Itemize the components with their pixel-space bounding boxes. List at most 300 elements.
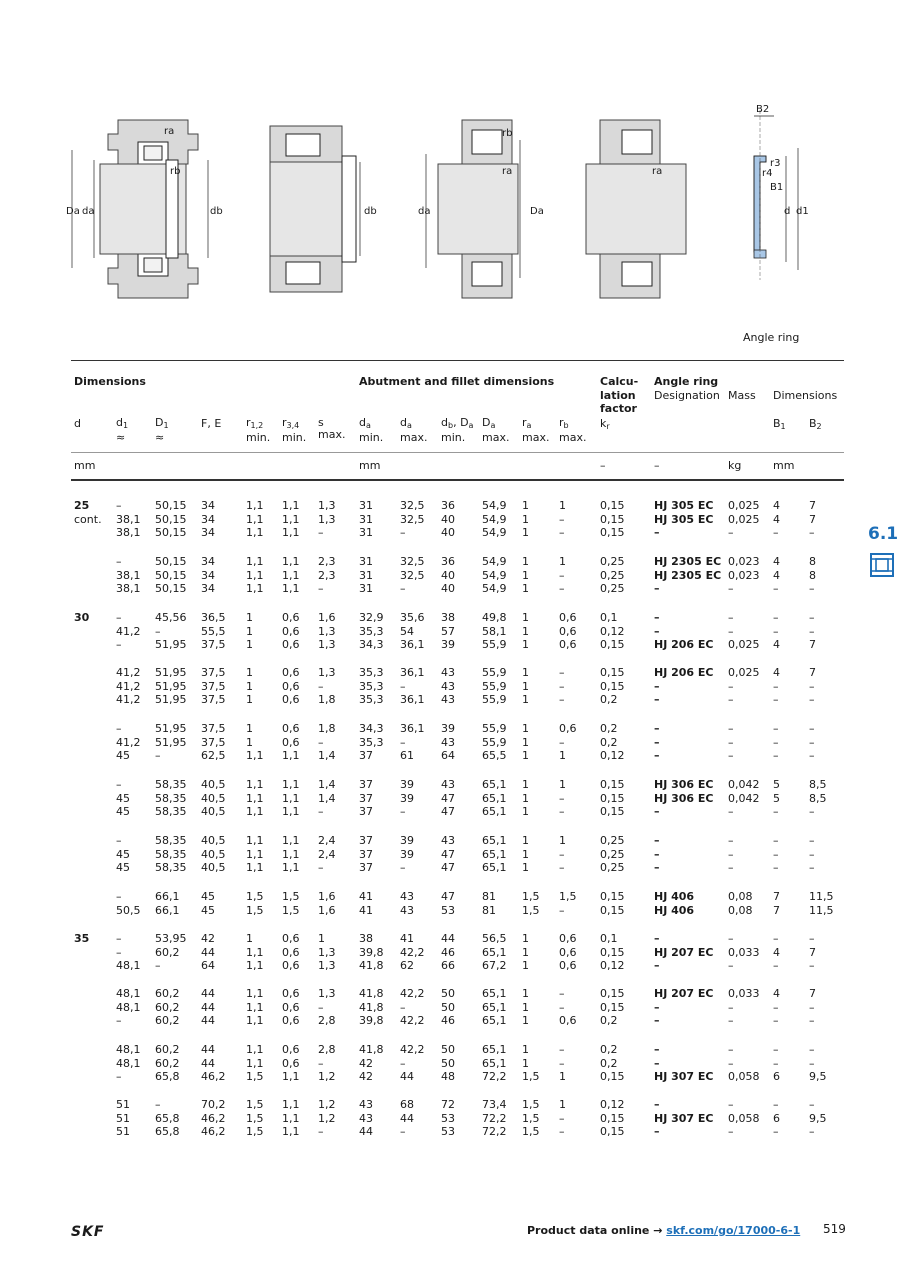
header-dimensions-2: Dimensions: [773, 389, 838, 402]
label-db: db: [210, 206, 223, 217]
table-cell: –: [728, 1125, 734, 1139]
table-cell: 1: [246, 722, 253, 735]
table-cell: 0,15: [600, 512, 625, 526]
table-cell: HJ 306 EC: [654, 791, 714, 805]
table-cell: –: [559, 582, 565, 596]
table-cell: 41,2: [116, 735, 141, 749]
table-cell: 4: [773, 666, 780, 679]
header-angle-ring: Angle ring: [654, 375, 719, 388]
table-cell: 1,5: [282, 890, 300, 903]
table-cell: 6: [773, 1070, 780, 1084]
table-cell: 7: [773, 903, 780, 917]
table-cell: 43: [359, 1111, 373, 1125]
table-cell: –: [400, 1056, 406, 1070]
table-cell: 37,5: [201, 679, 226, 693]
table-cell: 35,3: [359, 679, 384, 693]
table-cell: 6: [773, 1111, 780, 1125]
table-cell: 42,2: [400, 1043, 425, 1056]
table-cell: 67,2: [482, 959, 507, 973]
table-cell: 1,5: [559, 890, 577, 903]
label-B1: B1: [770, 182, 784, 193]
table-cell: 50,15: [155, 555, 187, 568]
table-cell: 55,9: [482, 735, 507, 749]
table-cell: 7: [773, 890, 780, 903]
table-cell: –: [728, 735, 734, 749]
table-cell: 57: [441, 624, 455, 638]
col-FE: F, E: [201, 417, 222, 430]
table-cell: –: [728, 861, 734, 875]
unit-mm-3: mm: [773, 459, 795, 472]
page-number: 519: [823, 1222, 846, 1236]
table-cell: 31: [359, 499, 373, 512]
table-cell: 40,5: [201, 791, 226, 805]
table-cell: 0,6: [282, 1014, 300, 1028]
table-cell: 5: [773, 778, 780, 791]
table-cell: 1,3: [318, 987, 336, 1000]
table-cell: 0,15: [600, 791, 625, 805]
table-cell: 43: [359, 1098, 373, 1111]
table-cell: 0,12: [600, 1098, 625, 1111]
table-cell: 0,15: [600, 805, 625, 819]
table-cell: –: [155, 624, 161, 638]
table-cell: 65,1: [482, 834, 507, 847]
table-cell: 1,1: [282, 1111, 300, 1125]
table-cell: –: [318, 805, 324, 819]
table-cell: 54,9: [482, 526, 507, 540]
table-cell: 1,1: [246, 945, 264, 959]
table-cell: –: [809, 722, 815, 735]
label-d: d: [784, 206, 791, 217]
table-cell: –: [809, 1000, 815, 1014]
table-cell: 54: [400, 624, 414, 638]
table-cell: 1,1: [246, 791, 264, 805]
table-cell: 43: [400, 890, 414, 903]
table-cell: 0,033: [728, 945, 760, 959]
table-cell: 0,058: [728, 1111, 760, 1125]
table-cell: 0,6: [282, 624, 300, 638]
table-cell: 1: [522, 749, 529, 763]
table-cell: 1,4: [318, 791, 336, 805]
table-cell: –: [559, 735, 565, 749]
table-cell: 42,2: [400, 1014, 425, 1028]
table-cell: 0,025: [728, 499, 760, 512]
table-cell: –: [318, 526, 324, 540]
table-cell: –: [728, 611, 734, 624]
table-cell: –: [773, 1000, 779, 1014]
table-cell: –: [809, 582, 815, 596]
table-cell: 60,2: [155, 945, 180, 959]
table-cell: –: [559, 805, 565, 819]
table-cell: 0,2: [600, 1056, 618, 1070]
table-cell: –: [654, 1125, 660, 1139]
table-cell: 1: [246, 693, 253, 707]
table-cell: –: [728, 1000, 734, 1014]
table-cell: 2,8: [318, 1014, 336, 1028]
table-cell: 47: [441, 791, 455, 805]
table-cell: 36,1: [400, 722, 425, 735]
table-cell: –: [773, 1125, 779, 1139]
group-d-value: 25: [74, 499, 90, 512]
table-cell: 0,15: [600, 987, 625, 1000]
table-cell: 37: [359, 778, 373, 791]
table-cell: 0,15: [600, 890, 625, 903]
table-cell: 51: [116, 1125, 130, 1139]
table-cell: 0,6: [282, 945, 300, 959]
table-cell: 36: [441, 499, 455, 512]
table-cell: 0,058: [728, 1070, 760, 1084]
table-cell: –: [654, 1043, 660, 1056]
table-cell: –: [809, 611, 815, 624]
table-cell: 7: [809, 666, 816, 679]
table-cell: –: [654, 847, 660, 861]
table-cell: 65,1: [482, 861, 507, 875]
table-cell: –: [809, 735, 815, 749]
header-bottom-rule: [71, 479, 844, 481]
table-cell: 1: [559, 499, 566, 512]
unit-mm-2: mm: [359, 459, 381, 472]
table-cell: 39: [400, 834, 414, 847]
table-cell: 7: [809, 638, 816, 652]
table-cell: 0,08: [728, 890, 753, 903]
table-cell: 2,3: [318, 568, 336, 582]
table-cell: 1: [559, 1098, 566, 1111]
table-cell: –: [654, 749, 660, 763]
label-da: da: [82, 206, 95, 217]
product-data-online: [527, 1224, 800, 1237]
table-cell: 54,9: [482, 555, 507, 568]
table-cell: 1,1: [282, 1125, 300, 1139]
table-cell: 1,1: [246, 778, 264, 791]
table-cell: 1,5: [246, 1070, 264, 1084]
table-cell: 1,5: [522, 1070, 540, 1084]
col-Da-max: $D_a$ max.: [482, 416, 510, 444]
table-cell: 45: [201, 890, 215, 903]
table-cell: 0,6: [282, 932, 300, 945]
table-cell: –: [559, 1043, 565, 1056]
table-cell: 60,2: [155, 1000, 180, 1014]
table-cell: 1,1: [246, 1056, 264, 1070]
table-cell: 58,1: [482, 624, 507, 638]
table-cell: 45,56: [155, 611, 187, 624]
table-cell: –: [559, 666, 565, 679]
table-cell: HJ 406: [654, 903, 695, 917]
table-cell: 1: [522, 722, 529, 735]
table-cell: 47: [441, 847, 455, 861]
product-data-link[interactable]: skf.com/go/17000-6-1: [666, 1224, 801, 1237]
table-cell: HJ 305 EC: [654, 499, 714, 512]
table-cell: 32,5: [400, 568, 425, 582]
table-cell: 41,8: [359, 987, 384, 1000]
table-cell: 0,6: [559, 722, 577, 735]
table-cell: 1: [246, 666, 253, 679]
table-cell: 44: [201, 1043, 215, 1056]
table-cell: 36,1: [400, 666, 425, 679]
table-cell: 1: [559, 555, 566, 568]
table-cell: –: [654, 611, 660, 624]
table-cell: 1: [522, 624, 529, 638]
table-cell: –: [728, 582, 734, 596]
table-cell: 1: [559, 778, 566, 791]
col-da-max: $d_a$ max.: [400, 416, 428, 444]
table-cell: 0,6: [559, 945, 577, 959]
table-cell: 53,95: [155, 932, 187, 945]
table-cell: 65,1: [482, 847, 507, 861]
table-cell: –: [654, 932, 660, 945]
table-cell: 1: [522, 945, 529, 959]
table-cell: 37,5: [201, 666, 226, 679]
table-cell: 0,25: [600, 861, 625, 875]
table-cell: –: [559, 1056, 565, 1070]
table-cell: 0,15: [600, 945, 625, 959]
table-cell: 4: [773, 568, 780, 582]
table-cell: –: [559, 526, 565, 540]
table-cell: 0,12: [600, 959, 625, 973]
table-cell: 40: [441, 582, 455, 596]
table-cell: 62,5: [201, 749, 226, 763]
table-cell: 39: [400, 778, 414, 791]
col-r12: $r_{1,2}$ min.: [246, 416, 271, 444]
table-cell: 37: [359, 847, 373, 861]
table-cell: –: [559, 987, 565, 1000]
table-cell: 47: [441, 890, 455, 903]
label-da-3: da: [418, 206, 431, 217]
unit-dash-1: –: [600, 459, 606, 472]
table-cell: 4: [773, 945, 780, 959]
table-cell: 1,1: [246, 526, 264, 540]
table-cell: 50,15: [155, 499, 187, 512]
table-cell: 1: [522, 1043, 529, 1056]
table-cell: 43: [441, 778, 455, 791]
table-cell: 1: [522, 778, 529, 791]
table-cell: 1,4: [318, 778, 336, 791]
table-cell: –: [728, 749, 734, 763]
table-cell: 1,1: [246, 555, 264, 568]
table-cell: 54,9: [482, 568, 507, 582]
table-cell: 1,1: [246, 847, 264, 861]
table-cell: 1,3: [318, 959, 336, 973]
table-cell: 46: [441, 1014, 455, 1028]
table-cell: –: [728, 1014, 734, 1028]
table-cell: –: [116, 611, 122, 624]
table-cell: 34: [201, 582, 215, 596]
table-cell: –: [559, 1111, 565, 1125]
table-cell: –: [809, 1043, 815, 1056]
table-cell: 50,15: [155, 526, 187, 540]
table-cell: 45: [116, 805, 130, 819]
table-cell: 41: [400, 932, 414, 945]
table-cell: 1,5: [522, 1098, 540, 1111]
label-ra: ra: [164, 126, 175, 137]
table-cell: 1: [522, 582, 529, 596]
col-da-min: $d_a$ min.: [359, 416, 384, 444]
table-cell: –: [400, 1125, 406, 1139]
col-ra: $r_a$ max.: [522, 416, 550, 444]
table-cell: –: [773, 693, 779, 707]
table-cell: 40,5: [201, 847, 226, 861]
bearing-drawings: [60, 100, 820, 305]
table-cell: 39: [400, 847, 414, 861]
table-cell: 1,1: [282, 512, 300, 526]
table-cell: –: [654, 1014, 660, 1028]
table-cell: 48,1: [116, 1000, 141, 1014]
table-cell: 51,95: [155, 735, 187, 749]
table-cell: 4: [773, 555, 780, 568]
table-cell: 1: [522, 638, 529, 652]
table-cell: 35,3: [359, 624, 384, 638]
table-cell: 11,5: [809, 890, 834, 903]
table-cell: 1,1: [282, 1070, 300, 1084]
table-cell: 1: [522, 805, 529, 819]
table-cell: 1,6: [318, 890, 336, 903]
table-cell: 38: [359, 932, 373, 945]
table-cell: 55,9: [482, 679, 507, 693]
table-cell: 1: [522, 611, 529, 624]
table-cell: 34,3: [359, 638, 384, 652]
table-cell: HJ 305 EC: [654, 512, 714, 526]
table-cell: 1,1: [282, 834, 300, 847]
table-cell: 40,5: [201, 861, 226, 875]
table-cell: 2,8: [318, 1043, 336, 1056]
table-cell: 1: [559, 834, 566, 847]
table-cell: –: [773, 526, 779, 540]
table-cell: 73,4: [482, 1098, 507, 1111]
col-r34: $r_{3,4}$ min.: [282, 416, 307, 444]
table-cell: HJ 307 EC: [654, 1070, 714, 1084]
table-cell: –: [773, 1098, 779, 1111]
table-cell: 36: [441, 555, 455, 568]
table-cell: 0,6: [282, 679, 300, 693]
table-cell: –: [728, 679, 734, 693]
table-cell: 36,1: [400, 638, 425, 652]
table-cell: –: [318, 1125, 324, 1139]
table-cell: –: [318, 582, 324, 596]
table-cell: 65,1: [482, 1000, 507, 1014]
figure-5-angle-ring: [754, 104, 809, 280]
table-cell: 53: [441, 903, 455, 917]
table-cell: 37,5: [201, 693, 226, 707]
table-cell: 44: [441, 932, 455, 945]
header-dimensions: Dimensions: [74, 375, 146, 388]
table-cell: 48: [441, 1070, 455, 1084]
table-cell: 1: [318, 932, 325, 945]
col-d1: $d_1$ ≈: [116, 416, 129, 444]
table-cell: 34: [201, 555, 215, 568]
table-cell: 0,2: [600, 722, 618, 735]
side-tab-number: 6.1: [868, 524, 899, 544]
table-cell: –: [773, 611, 779, 624]
table-cell: 48,1: [116, 987, 141, 1000]
table-cell: 35,3: [359, 666, 384, 679]
figure-2: [270, 126, 377, 292]
table-cell: –: [654, 1000, 660, 1014]
table-cell: 0,023: [728, 555, 760, 568]
table-cell: 32,5: [400, 499, 425, 512]
table-cell: 31: [359, 582, 373, 596]
table-cell: 0,25: [600, 555, 625, 568]
table-cell: –: [809, 805, 815, 819]
col-D1: $D_1$ ≈: [155, 416, 169, 444]
table-cell: –: [809, 1125, 815, 1139]
table-cell: –: [155, 749, 161, 763]
table-cell: 60,2: [155, 1014, 180, 1028]
table-cell: 1,1: [246, 499, 264, 512]
table-cell: –: [728, 722, 734, 735]
table-cell: 0,2: [600, 693, 618, 707]
table-cell: 72,2: [482, 1111, 507, 1125]
table-cell: 1: [246, 638, 253, 652]
units-rule: [71, 452, 844, 453]
col-s: s max.: [318, 416, 346, 441]
table-cell: 36,1: [400, 693, 425, 707]
table-cell: –: [654, 693, 660, 707]
table-cell: 0,15: [600, 638, 625, 652]
table-cell: 0,6: [282, 611, 300, 624]
table-cell: –: [559, 568, 565, 582]
label-ra-4: ra: [652, 166, 663, 177]
table-cell: –: [809, 959, 815, 973]
table-cell: 51,95: [155, 638, 187, 652]
table-cell: 1: [522, 932, 529, 945]
table-cell: 1: [522, 847, 529, 861]
table-cell: 72: [441, 1098, 455, 1111]
col-d: d: [74, 417, 81, 430]
label-rb: rb: [170, 166, 181, 177]
col-db-Da: $d_b$, $D_a$ min.: [441, 416, 474, 444]
label-B2: B2: [756, 104, 770, 115]
table-cell: 1,1: [246, 959, 264, 973]
table-cell: 53: [441, 1111, 455, 1125]
table-cell: 1: [522, 526, 529, 540]
table-cell: 66: [441, 959, 455, 973]
table-cell: 1,1: [282, 778, 300, 791]
table-cell: –: [400, 861, 406, 875]
table-cell: –: [559, 1000, 565, 1014]
table-cell: –: [318, 1000, 324, 1014]
table-cell: 65,1: [482, 778, 507, 791]
col-rb: $r_b$ max.: [559, 416, 587, 444]
table-cell: –: [654, 624, 660, 638]
table-cell: 37: [359, 834, 373, 847]
table-cell: 41,2: [116, 624, 141, 638]
table-cell: 51: [116, 1098, 130, 1111]
table-cell: 0,6: [282, 693, 300, 707]
table-cell: –: [728, 959, 734, 973]
table-cell: 32,5: [400, 555, 425, 568]
table-cell: –: [654, 834, 660, 847]
table-cell: 0,15: [600, 499, 625, 512]
table-cell: 1,1: [246, 805, 264, 819]
table-cell: –: [318, 679, 324, 693]
table-cell: 8,5: [809, 778, 827, 791]
table-cell: 1,3: [318, 512, 336, 526]
table-cell: –: [318, 735, 324, 749]
table-cell: 40,5: [201, 834, 226, 847]
table-cell: 43: [441, 735, 455, 749]
table-cell: 1,5: [246, 1111, 264, 1125]
table-cell: 55,9: [482, 638, 507, 652]
table-cell: 66,1: [155, 890, 180, 903]
table-cell: 1,5: [522, 1125, 540, 1139]
table-cell: HJ 2305 EC: [654, 555, 722, 568]
table-cell: –: [773, 582, 779, 596]
table-cell: 35,6: [400, 611, 425, 624]
table-cell: –: [773, 722, 779, 735]
table-cell: 41,2: [116, 679, 141, 693]
table-cell: –: [809, 861, 815, 875]
table-cell: 1: [522, 679, 529, 693]
table-cell: 0,2: [600, 735, 618, 749]
table-cell: 0,15: [600, 1111, 625, 1125]
